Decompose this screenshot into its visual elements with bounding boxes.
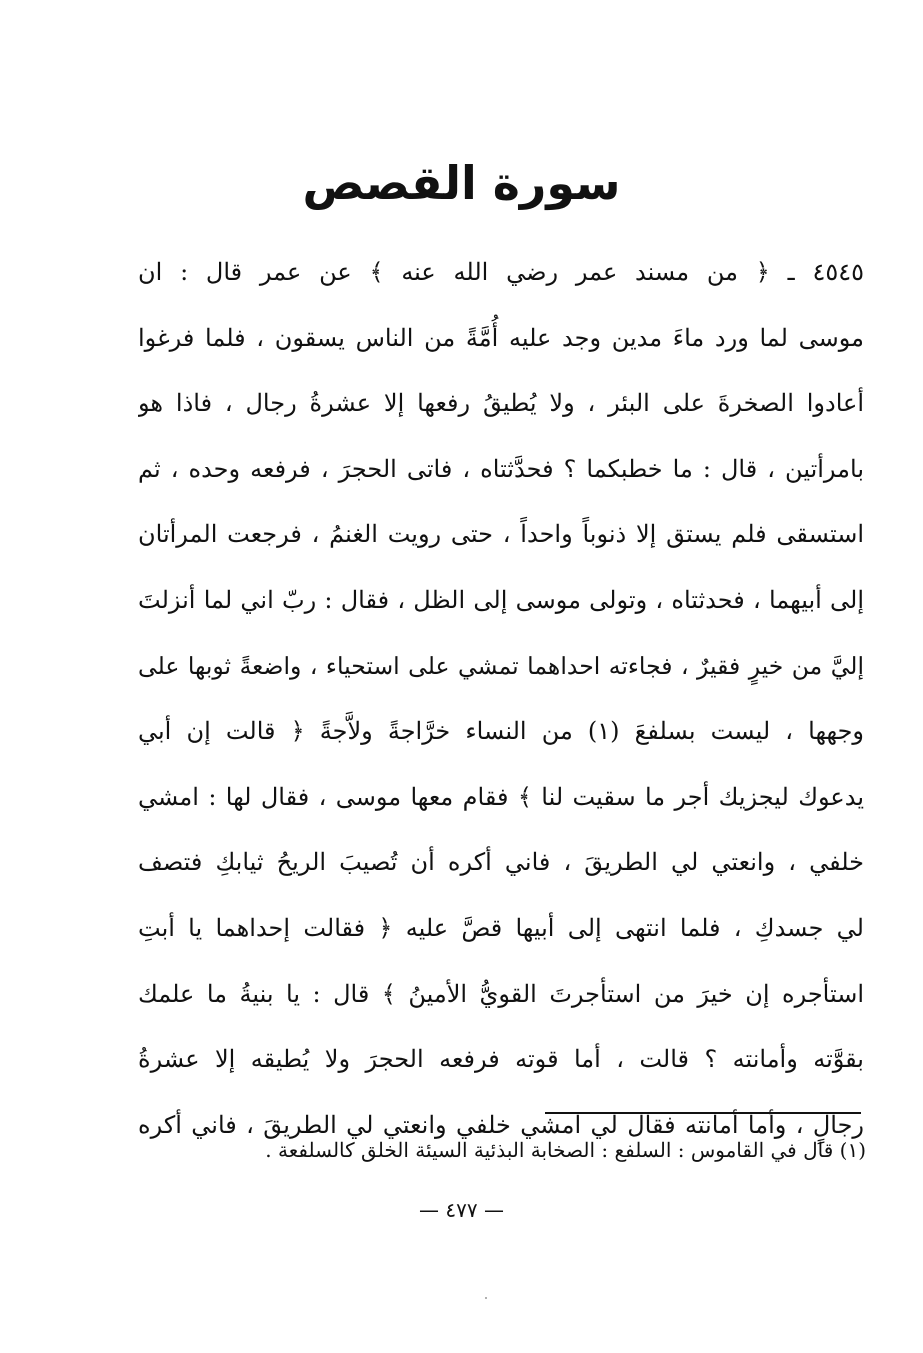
text-line-4: بامرأتين ، قال : ما خطبكما ؟ فحدَّثتاه ، فاتى الحجرَ ، فرفعه وحده ، ثم	[138, 454, 864, 483]
text-line-12: استأجره إن خيرَ من استأجرتَ القويُّ الأمينُ ﴾ قال : يا بنيةُ ما علمك	[138, 979, 864, 1008]
text-line-3: أعادوا الصخرةَ على البئر ، ولا يُطيقُ رفعها إلا عشرةُ رجال ، فاذا هو	[138, 389, 864, 418]
page-number: — ٤٧٧ —	[419, 1198, 504, 1222]
text-line-1: ٤٥٤٥ ـ ﴿ من مسند عمر رضي الله عنه ﴾ عن عمر قال : ان	[138, 258, 864, 286]
text-line-7: إليَّ من خيرٍ فقيرٌ ، فجاءته احداهما تمشي على استحياء ، واضعةً ثوبها على	[138, 651, 864, 680]
text-line-2: موسى لما ورد ماءَ مدين وجد عليه أُمَّةً من الناس يسقون ، فلما فرغوا	[138, 323, 864, 352]
text-line-6: إلى أبيهما ، فحدثتاه ، وتولى موسى إلى الظل ، فقال : ربّ اني لما أنزلتَ	[138, 585, 864, 614]
text-line-13: بقوَّته وأمانته ؟ قالت ، أما قوته فرفعه الحجرَ ولا يُطيقه إلا عشرةُ	[138, 1045, 864, 1074]
scan-speck	[485, 1297, 487, 1299]
text-line-5: استسقى فلم يستق إلا ذنوباً واحداً ، حتى رويت الغنمُ ، فرجعت المرأتان	[138, 520, 864, 549]
text-line-10: خلفي ، وانعتي لي الطريقَ ، فاني أكره أن تُصيبَ الريحُ ثيابكِ فتصف	[138, 848, 864, 877]
footnote-divider	[545, 1112, 861, 1114]
text-line-9: يدعوك ليجزيك أجر ما سقيت لنا ﴾ فقام معها موسى ، فقال لها : امشي	[138, 782, 864, 811]
text-line-8: وجهها ، ليست بسلفعَ (١) من النساء خرَّاجةً ولاَّجةً ﴿ قالت إن أبي	[138, 717, 864, 746]
hadith-text	[138, 240, 864, 1158]
text-line-14: رجالٍ ، وأما أمانته فقال لي امشي خلفي وانعتي لي الطريقَ ، فاني أكره	[138, 1110, 864, 1139]
text-line-11: لي جسدكِ ، فلما انتهى إلى أبيها قصَّ عليه ﴿ فقالت إحداهما يا أبتِ	[138, 913, 864, 942]
footnote: (١) قال في القاموس : السلفع : الصخابة البذئية السيئة الخلق كالسلفعة .	[265, 1138, 866, 1162]
surah-title: سورة القصص	[302, 156, 621, 210]
